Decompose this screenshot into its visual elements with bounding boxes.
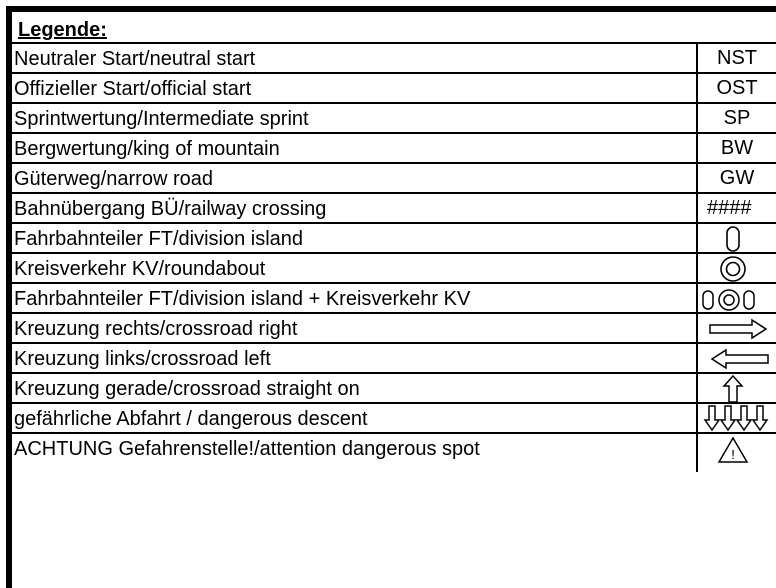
row-label: Sprintwertung/Intermediate sprint bbox=[14, 108, 309, 130]
row-symbol-cell bbox=[696, 252, 776, 284]
row-label: Güterweg/narrow road bbox=[14, 168, 213, 190]
legend-title-row bbox=[12, 12, 776, 44]
legend-row-king-of-mountain bbox=[12, 134, 776, 164]
row-label: Kreuzung gerade/crossroad straight on bbox=[14, 378, 360, 400]
arrow-up-icon bbox=[698, 372, 776, 404]
abbreviation: OST bbox=[716, 77, 758, 99]
row-label: Bergwertung/king of mountain bbox=[14, 138, 280, 160]
row-label: Kreuzung rechts/crossroad right bbox=[14, 318, 298, 340]
abbreviation: SP bbox=[723, 107, 751, 129]
legend-row-neutral-start bbox=[12, 44, 776, 74]
division-island-roundabout-icon bbox=[698, 282, 776, 314]
legend-row-roundabout bbox=[12, 254, 776, 284]
row-symbol-cell bbox=[696, 102, 776, 134]
row-label: Offizieller Start/official start bbox=[14, 78, 252, 100]
row-label: Kreisverkehr KV/roundabout bbox=[14, 258, 266, 280]
legend-row-division-island bbox=[12, 224, 776, 254]
row-symbol-cell bbox=[696, 42, 776, 74]
arrow-left-icon bbox=[698, 342, 776, 374]
legend-title: Legende: bbox=[18, 19, 107, 41]
abbreviation: BW bbox=[720, 137, 754, 159]
legend-table bbox=[6, 6, 776, 588]
row-label: ACHTUNG Gefahrenstelle!/attention dangerous spot bbox=[14, 438, 480, 460]
row-symbol-cell bbox=[696, 192, 776, 224]
warning-triangle-icon bbox=[698, 432, 776, 472]
abbreviation: #### bbox=[707, 197, 752, 219]
row-label: Fahrbahnteiler FT/division island bbox=[14, 228, 304, 250]
row-label: Kreuzung links/crossroad left bbox=[14, 348, 271, 370]
legend-row-division-island-roundabout bbox=[12, 284, 776, 314]
row-symbol-cell bbox=[696, 282, 776, 314]
arrow-right-icon bbox=[698, 312, 776, 344]
abbreviation: GW bbox=[719, 167, 755, 189]
row-symbol-cell bbox=[696, 162, 776, 194]
division-island-icon bbox=[698, 222, 776, 254]
warning-exclamation: ! bbox=[731, 447, 735, 462]
row-symbol-cell bbox=[696, 72, 776, 104]
row-label: Fahrbahnteiler FT/division island + Kreisverkehr KV bbox=[14, 288, 471, 310]
legend-row-railway-crossing bbox=[12, 194, 776, 224]
legend-row-crossroad-right bbox=[12, 314, 776, 344]
row-symbol-cell bbox=[696, 132, 776, 164]
row-symbol-cell bbox=[696, 402, 776, 434]
legend-row-narrow-road bbox=[12, 164, 776, 194]
row-symbol-cell bbox=[696, 222, 776, 254]
legend-row-crossroad-straight bbox=[12, 374, 776, 404]
row-symbol-cell bbox=[696, 312, 776, 344]
row-label: Bahnübergang BÜ/railway crossing bbox=[14, 198, 327, 220]
legend-row-official-start bbox=[12, 74, 776, 104]
row-symbol-cell bbox=[696, 342, 776, 374]
legend-row-crossroad-left bbox=[12, 344, 776, 374]
legend-row-intermediate-sprint bbox=[12, 104, 776, 134]
row-symbol-cell bbox=[696, 432, 776, 472]
triple-arrow-down-icon bbox=[698, 402, 776, 434]
abbreviation: NST bbox=[717, 47, 757, 69]
row-label: Neutraler Start/neutral start bbox=[14, 48, 256, 70]
legend-row-dangerous-descent bbox=[12, 404, 776, 434]
roundabout-icon bbox=[698, 252, 776, 284]
row-symbol-cell bbox=[696, 372, 776, 404]
legend-row-dangerous-spot bbox=[12, 434, 776, 474]
row-label: gefährliche Abfahrt / dangerous descent bbox=[14, 408, 368, 430]
